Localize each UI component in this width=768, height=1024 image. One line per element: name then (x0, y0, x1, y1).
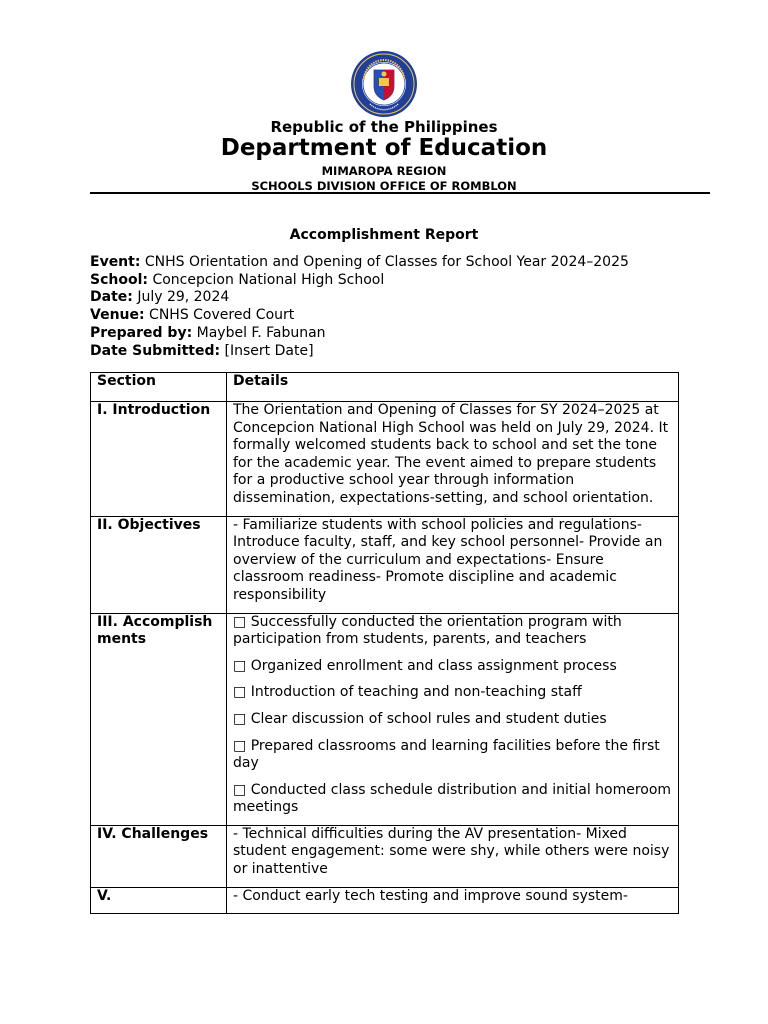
table-row-challenges (91, 825, 679, 887)
table-row-accomplishments (91, 613, 679, 825)
column-header-details: Details (227, 373, 679, 402)
checkbox-icon: □ (233, 737, 247, 754)
checkbox-icon: □ (233, 613, 247, 630)
section-cell: III. Accomplishments (91, 613, 227, 825)
section-cell: II. Objectives (91, 516, 227, 613)
header-divider (90, 192, 710, 194)
deped-seal (350, 50, 418, 118)
table-row-introduction (91, 402, 679, 517)
meta-label: School: (90, 271, 148, 288)
republic-line: Republic of the Philippines (270, 118, 498, 136)
details-cell: - Technical difficulties during the AV presentation- Mixed student engagement: some were shy, while others were noisy or inattentive (227, 825, 679, 887)
checkbox-icon: □ (233, 710, 247, 727)
meta-label: Venue: (90, 307, 145, 324)
checkbox-icon: □ (233, 684, 247, 701)
meta-prepared-by (90, 325, 629, 343)
details-cell: - Familiarize students with school policies and regulations- Introduce faculty, staff, and key school personnel- Provide an overview of the curriculum and expectations- Ensure classroom readiness- Promote discipline and academic responsibility (227, 516, 679, 613)
table-header-row (91, 373, 679, 402)
list-item-text: Organized enrollment and class assignment process (250, 657, 617, 674)
table-row-recommendations (91, 887, 679, 914)
list-item-text: Introduction of teaching and non-teaching staff (250, 684, 582, 701)
report-title: Accomplishment Report (289, 227, 479, 243)
meta-value: CNHS Covered Court (149, 307, 295, 324)
list-item (233, 711, 672, 729)
details-cell (227, 613, 679, 825)
division-line: SCHOOLS DIVISION OFFICE OF ROMBLON (251, 179, 517, 193)
list-item-text: Prepared classrooms and learning facilities before the first day (233, 737, 660, 772)
report-table (90, 372, 679, 914)
section-cell: V. (91, 887, 227, 914)
meta-venue (90, 307, 629, 325)
meta-value: [Insert Date] (224, 342, 314, 359)
list-item (233, 658, 672, 676)
section-cell: I. Introduction (91, 402, 227, 517)
meta-label: Date: (90, 289, 133, 306)
meta-value: Concepcion National High School (152, 271, 385, 288)
meta-label: Event: (90, 254, 141, 270)
list-item-text: Successfully conducted the orientation program with participation from students, parents, and teachers (233, 613, 622, 648)
meta-event (90, 254, 629, 272)
meta-label: Prepared by: (90, 324, 193, 341)
meta-date (90, 289, 629, 307)
list-item (233, 614, 672, 649)
column-header-section: Section (91, 373, 227, 402)
details-cell: - Conduct early tech testing and improve sound system- (227, 887, 679, 914)
meta-value: CNHS Orientation and Opening of Classes for School Year 2024–2025 (144, 254, 629, 270)
meta-school (90, 272, 629, 290)
details-cell: The Orientation and Opening of Classes for SY 2024–2025 at Concepcion National High School was held on July 29, 2024. It formally welcomed students back to school and set the tone for the academic year. The event aimed to prepare students for a productive school year through information dissemination, expectations-setting, and school orientation. (227, 402, 679, 517)
meta-value: Maybel F. Fabunan (196, 324, 326, 341)
list-item-text: Clear discussion of school rules and student duties (250, 710, 607, 727)
region-line: MIMAROPA REGION (321, 164, 447, 178)
deped-seal-icon (350, 50, 418, 118)
section-cell: IV. Challenges (91, 825, 227, 887)
checkbox-icon: □ (233, 657, 247, 674)
department-title: Department of Education (220, 135, 548, 161)
list-item (233, 782, 672, 817)
list-item (233, 738, 672, 773)
checkbox-icon: □ (233, 781, 247, 798)
meta-label: Date Submitted: (90, 342, 221, 359)
table-row-objectives (91, 516, 679, 613)
meta-value: July 29, 2024 (137, 289, 230, 306)
list-item (233, 684, 672, 702)
report-meta (90, 254, 629, 360)
list-item-text: Conducted class schedule distribution and initial homeroom meetings (233, 781, 672, 816)
meta-date-submitted (90, 343, 629, 361)
